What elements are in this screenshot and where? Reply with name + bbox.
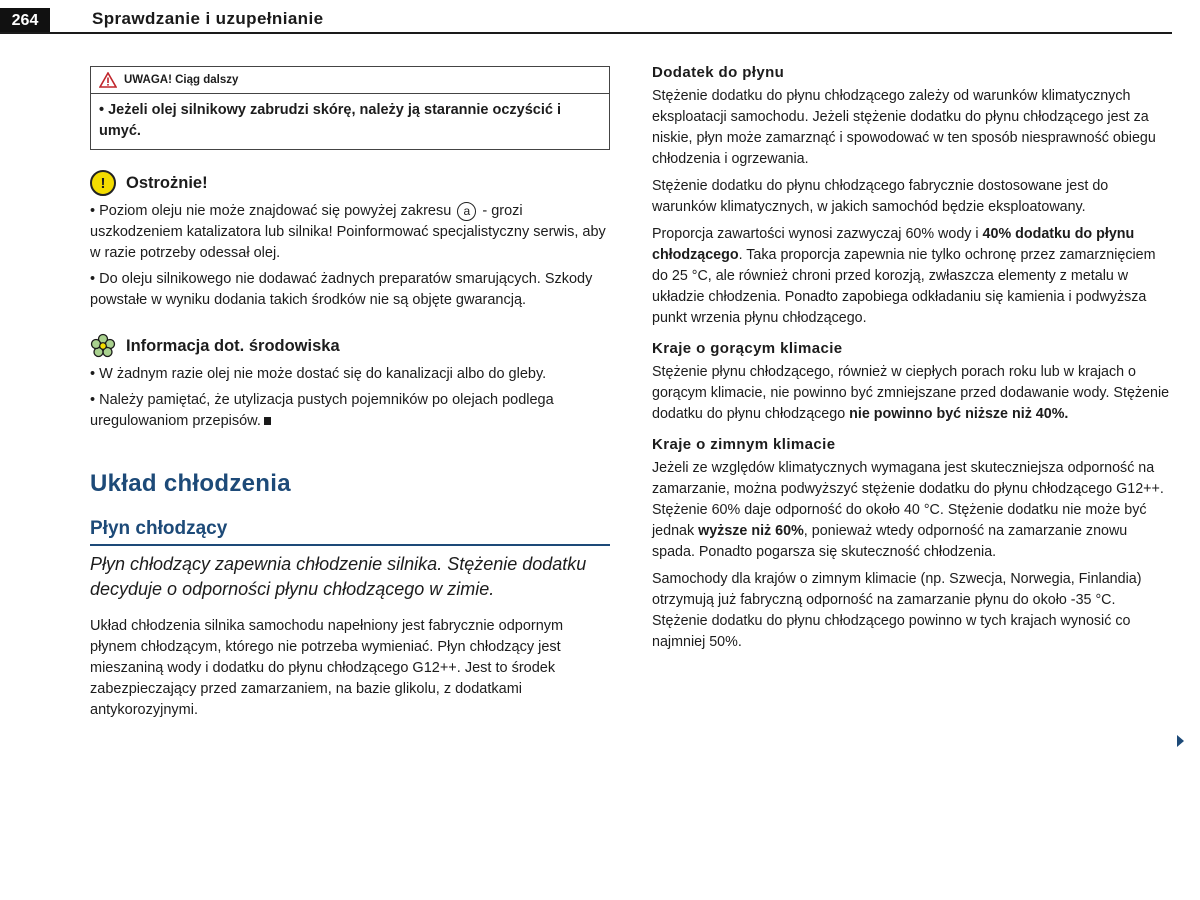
caution-item-text-cont: - grozi uszkodzeniem katalizatora lub silnika! Poinformować specjalistyczny serwis, aby w razie potrzeby odessał olej. [90, 203, 606, 261]
subsection-heading: Płyn chłodzący [90, 518, 228, 539]
warning-title: UWAGA! Ciąg dalszy [124, 74, 239, 86]
additive-heading: Dodatek do płynu [652, 64, 785, 81]
caution-heading [90, 170, 612, 196]
section-heading: Układ chłodzenia [90, 470, 291, 497]
body-paragraph: Układ chłodzenia silnika samochodu napełniony jest fabrycznie odpornym płynem chłodzącym, którego nie potrzeba wymieniać. Płyn chłodzący jest mieszaniną wody i dodatku do płynu chłodzącego G12++. Jest to środek zabezpieczający przed zamarzaniem, na bazie glikolu, z dodatkami antykorozyjnymi. [90, 617, 564, 718]
cold-climate-paragraph: Samochody dla krajów o zimnym klimacie (np. Szwecja, Norwegia, Finlandia) otrzymują już fabryczną odporność na zamarzanie płynu do około -35 °C. Stężenie dodatku do płynu chłodzącego powinno w tych krajach wynosić co najmniej 50%. [652, 571, 1142, 650]
cold-climate-paragraph [652, 458, 1172, 563]
caution-item: • Do oleju silnikowego nie dodawać żadnych preparatów smarujących. Szkody powstałe w wyniku dodania takich środków nie są objęte gwarancją. [90, 271, 593, 308]
lead-paragraph: Płyn chłodzący zapewnia chłodzenie silnika. Stężenie dodatku decyduje o odporności płynu chłodzącego w zimie. [90, 553, 587, 599]
environment-heading [90, 333, 612, 359]
warning-triangle-icon [99, 72, 117, 88]
caution-item-text: • Poziom oleju nie może znajdować się powyżej zakresu [90, 203, 456, 219]
additive-text: Proporcja zawartości wynosi zazwyczaj 60% wody i [652, 226, 983, 242]
additive-emphasis: 40% dodatku do płynu chłodzącego [652, 226, 1135, 263]
subsection-divider [90, 544, 610, 546]
level-marker-a: a [457, 202, 476, 221]
warning-text: • Jeżeli olej silnikowy zabrudzi skórę, należy ją starannie oczyścić i umyć. [99, 102, 562, 139]
environment-item: • W żadnym razie olej nie może dostać się do kanalizacji albo do gleby. [90, 366, 547, 382]
end-of-section-icon [264, 417, 271, 425]
additive-paragraph: Stężenie dodatku do płynu chłodzącego fabrycznie dostosowane jest do warunków klimatycznych, w jakich samochód będzie eksploatowany. [652, 178, 1109, 215]
cold-climate-text: Jeżeli ze względów klimatycznych wymagana jest skuteczniejsza odporność na zamarzanie, można podwyższyć stężenie dodatku do płynu chłodzącego G12++. Stężenie 60% daje odporność do około 40 °C. Stężenie dodatku nie może być jednak [652, 460, 1164, 539]
left-column [90, 66, 612, 726]
right-column [652, 64, 1172, 659]
header-divider [0, 32, 1172, 34]
additive-text-cont: . Taka proporcja zapewnia nie tylko ochronę przez zamarznięciem do 25 °C, ale również chroni przed korozją, zwłaszcza elementy z metalu w układzie chłodzenia. Ponadto zapobiega odkładaniu się kamienia i podwyższa punkt wrzenia płynu chłodzącego. [652, 247, 1156, 326]
flower-icon [90, 333, 116, 359]
page-number: 264 [0, 8, 50, 34]
environment-item [90, 390, 612, 432]
environment-title: Informacja dot. środowiska [126, 336, 340, 355]
hot-climate-heading: Kraje o gorącym klimacie [652, 340, 843, 357]
cold-climate-heading: Kraje o zimnym klimacie [652, 436, 836, 453]
hot-climate-paragraph [652, 362, 1172, 425]
environment-item-text: • Należy pamiętać, że utylizacja pustych pojemników po olejach podlega uregulowaniom przepisów. [90, 392, 554, 429]
caution-exclamation-icon: ! [90, 170, 116, 196]
additive-paragraph: Stężenie dodatku do płynu chłodzącego zależy od warunków klimatycznych eksploatacji samochodu. Jeżeli stężenie dodatku do płynu chłodzącego jest za niskie, płyn może zamarznąć i spowodować w ten sposób niesprawność obiegu chłodzenia i ogrzewania. [652, 88, 1156, 167]
warning-header [91, 67, 609, 94]
additive-paragraph [652, 224, 1172, 329]
hot-climate-text: Stężenie płynu chłodzącego, również w ciepłych porach roku lub w krajach o gorącym klimacie, nie powinno być zmniejszane przed dodawanie wody. Stężenie dodatku do płynu chłodzącego [652, 364, 1170, 422]
hot-climate-emphasis: nie powinno być niższe niż 40%. [849, 406, 1069, 422]
caution-title: Ostrożnie! [126, 173, 208, 192]
cold-climate-emphasis: wyższe niż 60% [698, 523, 804, 539]
warning-box [90, 66, 610, 150]
cold-climate-text-cont: , ponieważ wtedy odporność na zamarzanie znowu spada. Ponadto pogarsza się skuteczność chłodzenia. [652, 523, 1128, 560]
next-page-arrow-icon [1177, 735, 1184, 747]
caution-item [90, 201, 612, 264]
running-header: Sprawdzanie i uzupełnianie [92, 9, 324, 28]
